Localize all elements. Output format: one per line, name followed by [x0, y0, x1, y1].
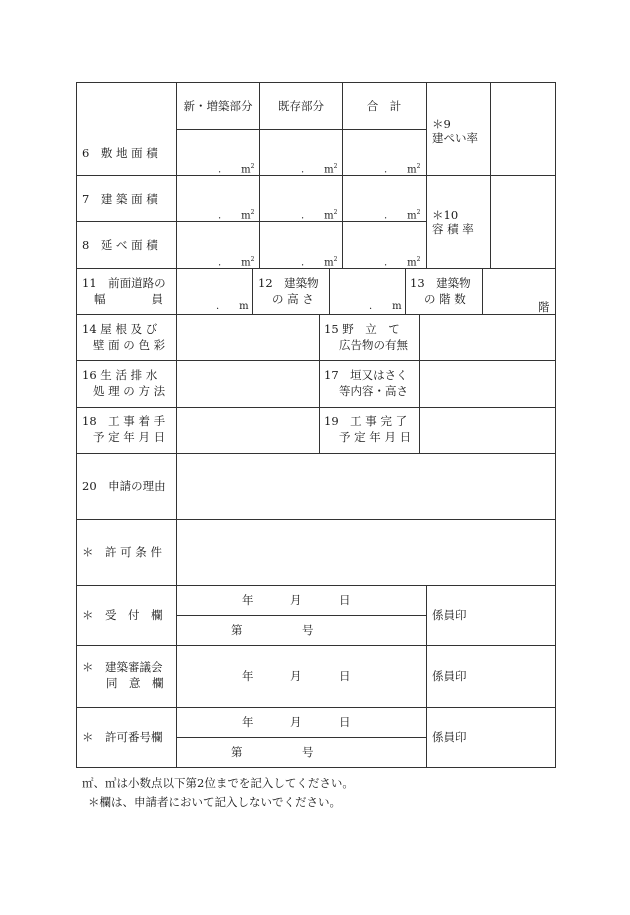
label-start-2: 予 定 年 月 日	[93, 430, 166, 444]
table-border-right	[555, 82, 556, 768]
label-council-1: ＊ 建築審議会	[82, 660, 163, 674]
coverage-ratio-number: ＊9	[432, 117, 451, 131]
unit-site-existing: . $m^2$	[301, 163, 338, 176]
reception-seal-label: 係員印	[432, 608, 467, 622]
header-existing: 既存部分	[278, 99, 324, 113]
label-reception: ＊ 受 付 欄	[82, 608, 163, 622]
label-drain-2: 処 理 の 方 法	[93, 384, 166, 398]
header-total: 合 計	[366, 99, 402, 113]
rule	[252, 268, 253, 314]
rule	[176, 129, 426, 130]
rule	[405, 268, 406, 314]
rule	[426, 82, 427, 268]
coverage-ratio-label: 建ぺい率	[432, 131, 478, 145]
unit-site-total: . $m^2$	[384, 163, 421, 176]
label-height-2: の 高 さ	[272, 292, 314, 306]
rule	[490, 82, 491, 268]
permit-day: 日	[339, 715, 351, 729]
permit-number-prefix: 第	[231, 745, 243, 759]
label-permit-no: ＊ 許可番号欄	[82, 730, 163, 744]
unit-road-width: . m	[216, 301, 249, 312]
label-billboard-1: 15 野 立 て	[324, 322, 400, 336]
reception-year: 年	[242, 593, 254, 607]
unit-floor-existing: . $m^2$	[301, 256, 338, 269]
rule	[76, 453, 556, 454]
label-total-floor-area: 8 延 べ 面 積	[82, 238, 158, 252]
note-asterisk: ＊欄は、申請者において記入しないでください。	[88, 795, 341, 809]
label-council-2: 同 意 欄	[106, 676, 164, 690]
permit-seal-label: 係員印	[432, 730, 467, 744]
rule	[76, 585, 556, 586]
council-seal-label: 係員印	[432, 669, 467, 683]
council-month: 月	[290, 669, 302, 683]
label-fence-2: 等内容・高さ	[339, 384, 408, 398]
reception-number-suffix: 号	[302, 623, 314, 637]
label-billboard-2: 広告物の有無	[339, 338, 408, 352]
label-drain-1: 16 生 活 排 水	[82, 368, 158, 382]
label-fence-1: 17 垣又はさく	[324, 368, 408, 382]
unit-floor-total: . $m^2$	[384, 256, 421, 269]
table-border-top	[76, 82, 556, 83]
council-day: 日	[339, 669, 351, 683]
rule	[76, 519, 556, 520]
rule	[176, 737, 426, 738]
label-conditions: ＊ 許 可 条 件	[82, 545, 162, 559]
unit-building-new: . $m^2$	[218, 209, 255, 222]
unit-floor-new: . $m^2$	[218, 256, 255, 269]
rule	[176, 82, 177, 768]
table-border-left	[76, 82, 77, 768]
label-building-area: 7 建 築 面 積	[82, 192, 158, 206]
label-site-area: 6 敷 地 面 積	[82, 146, 158, 160]
label-finish-1: 19 工 事 完 了	[324, 414, 408, 428]
floor-area-ratio-number: ＊10	[432, 208, 459, 222]
label-roof-1: 14 屋 根 及 び	[82, 322, 158, 336]
permit-month: 月	[290, 715, 302, 729]
label-finish-2: 予 定 年 月 日	[339, 430, 412, 444]
reception-day: 日	[339, 593, 351, 607]
rule	[319, 314, 320, 453]
unit-height: . m	[369, 301, 402, 312]
label-floors-1: 13 建築物	[410, 276, 471, 290]
label-height-1: 12 建築物	[258, 276, 319, 290]
label-reason: 20 申請の理由	[82, 479, 166, 493]
unit-site-new: . $m^2$	[218, 163, 255, 176]
rule	[76, 645, 556, 646]
rule	[329, 268, 330, 314]
rule	[76, 707, 556, 708]
label-road-width-2: 幅 員	[94, 292, 163, 306]
floor-area-ratio-label: 容 積 率	[432, 222, 474, 236]
rule	[426, 585, 427, 768]
rule	[419, 314, 420, 453]
label-roof-2: 壁 面 の 色 彩	[93, 338, 166, 352]
label-floors-2: の 階 数	[424, 292, 466, 306]
label-start-1: 18 工 事 着 手	[82, 414, 166, 428]
permit-number-suffix: 号	[302, 745, 314, 759]
rule	[482, 268, 483, 314]
reception-month: 月	[290, 593, 302, 607]
rule	[76, 314, 556, 315]
rule	[176, 615, 426, 616]
rule	[76, 360, 556, 361]
unit-floors: 階	[538, 300, 550, 314]
reception-number-prefix: 第	[231, 623, 243, 637]
table-border-bottom	[76, 767, 556, 768]
council-year: 年	[242, 669, 254, 683]
rule	[76, 407, 556, 408]
permit-year: 年	[242, 715, 254, 729]
unit-building-total: . $m^2$	[384, 209, 421, 222]
unit-building-existing: . $m^2$	[301, 209, 338, 222]
label-road-width-1: 11 前面道路の	[82, 276, 166, 290]
header-new-extension: 新・増築部分	[183, 99, 253, 113]
note-decimals: ㎡、㎥は小数点以下第2位までを記入してください。	[82, 776, 354, 790]
